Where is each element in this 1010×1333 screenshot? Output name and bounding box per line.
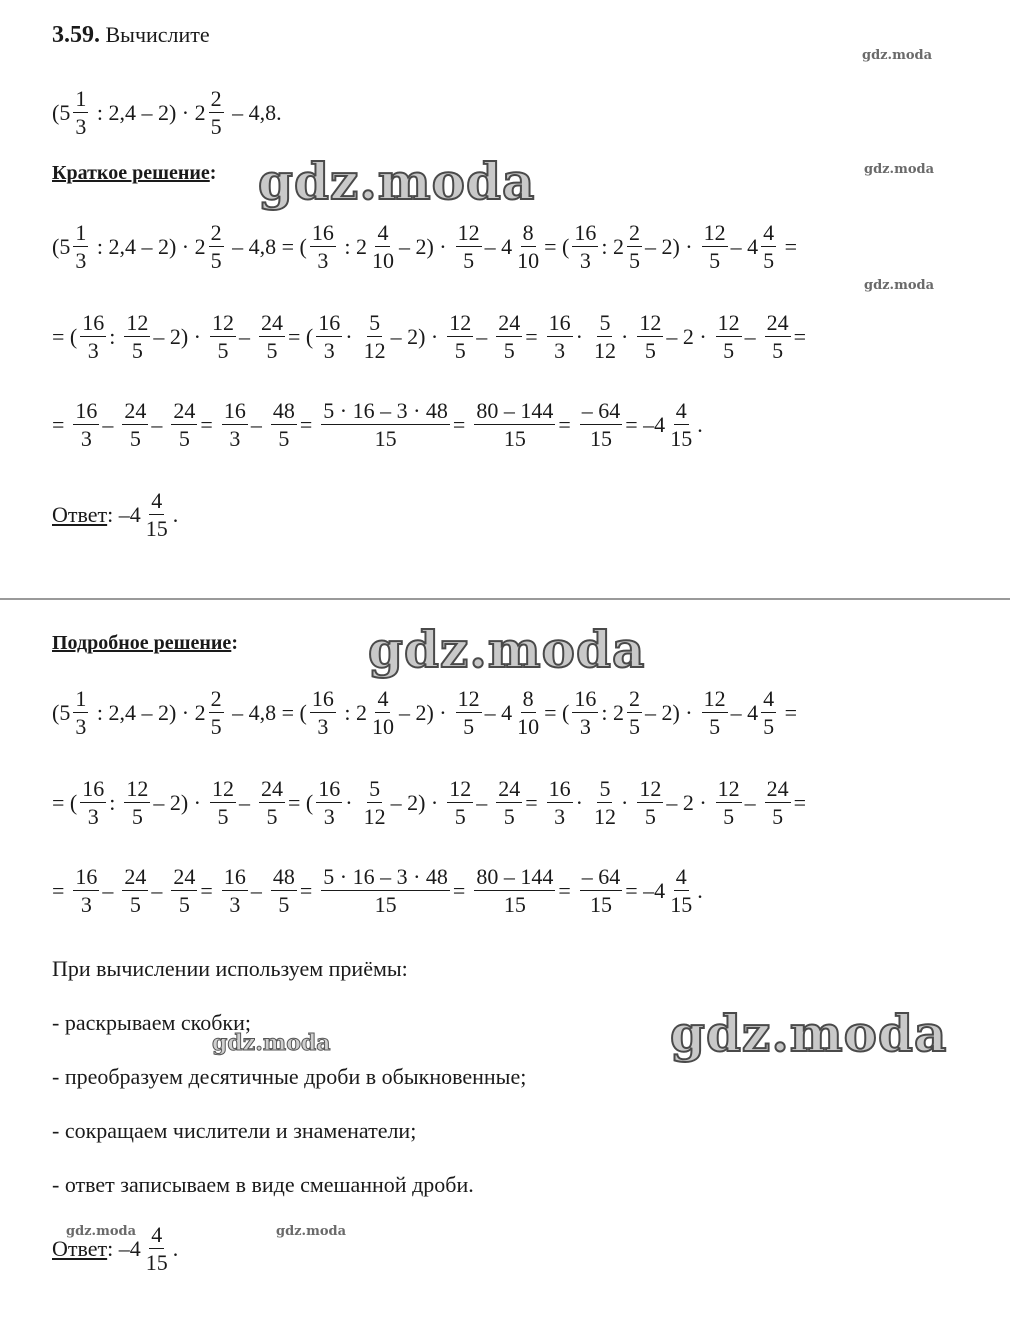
watermark: gdz.moda (258, 152, 536, 211)
detailed-solution-heading: Подробное решение: (52, 632, 238, 654)
short-step-3: = $\frac{16}{3}$ – $\frac{24}{5}$ – $\frac{24}{5}$ = $\frac{16}{3}$ – $\frac{48}{5}$ = $\frac{5 \cdot 16 - 3 \cdot 48}{15}$ = $\frac{80 - 144}{15}$ = $\frac{- 64}{15}$ = –4 $\frac{4}{15}$ . (52, 398, 703, 452)
method-item: - раскрываем скобки; (52, 1010, 251, 1035)
watermark: gdz.moda (368, 620, 646, 679)
watermark: gdz.moda (864, 278, 935, 293)
method-item: - сокращаем числители и знаменатели; (52, 1118, 417, 1143)
short-answer: Ответ : –4 $\frac{4}{15}$ . (52, 488, 179, 542)
methods-intro: При вычислении используем приёмы: (52, 956, 408, 981)
problem-number: 3.59. (52, 22, 100, 48)
short-step-2: = ( $\frac{16}{3}$ : $\frac{12}{5}$ – 2) · $\frac{12}{5}$ – $\frac{24}{5}$ = ( $\frac{16}{3}$ · $\frac{5}{12}$ – 2) · $\frac{12}{5}$ – $\frac{24}{5}$ = $\frac{16}{3}$ · $\frac{5}{12}$ · $\frac{12}{5}$ – 2 · $\frac{12}{5}$ – $\frac{24}{5}$ = (52, 310, 807, 364)
method-item: - преобразуем десятичные дроби в обыкновенные; (52, 1064, 527, 1089)
watermark: gdz.moda (276, 1224, 347, 1239)
watermark: gdz.moda (670, 1004, 948, 1063)
watermark: gdz.moda (864, 162, 935, 177)
section-divider (0, 598, 1010, 600)
detailed-step-1: (5 $\frac{1}{3}$ : 2,4 – 2) · 2 $\frac{2}{5}$ – 4,8 = ( $\frac{16}{3}$ : 2 $\frac{4}{10}$ – 2) · $\frac{12}{5}$ – 4 $\frac{8}{10}$ = ( $\frac{16}{3}$ : 2 $\frac{2}{5}$ – 2) · $\frac{12}{5}$ – 4 $\frac{4}{5}$ = (52, 686, 798, 740)
watermark: gdz.moda (212, 1030, 331, 1056)
task-expression: (5 $\frac{1}{3}$ : 2,4 – 2) · 2 $\frac{2}{5}$ – 4,8. (52, 86, 282, 140)
watermark: gdz.moda (862, 48, 933, 63)
detailed-answer: Ответ : –4 $\frac{4}{15}$ . (52, 1222, 179, 1276)
short-step-1: (5 $\frac{1}{3}$ : 2,4 – 2) · 2 $\frac{2}{5}$ – 4,8 = ( $\frac{16}{3}$ : 2 $\frac{4}{10}$ – 2) · $\frac{12}{5}$ – 4 $\frac{8}{10}$ = ( $\frac{16}{3}$ : 2 $\frac{2}{5}$ – 2) · $\frac{12}{5}$ – 4 $\frac{4}{5}$ = (52, 220, 798, 274)
method-item: - ответ записываем в виде смешанной дроби. (52, 1172, 474, 1197)
watermark: gdz.moda (66, 1224, 137, 1239)
detailed-step-3: = $\frac{16}{3}$ – $\frac{24}{5}$ – $\frac{24}{5}$ = $\frac{16}{3}$ – $\frac{48}{5}$ = $\frac{5 \cdot 16 - 3 \cdot 48}{15}$ = $\frac{80 - 144}{15}$ = $\frac{- 64}{15}$ = –4 $\frac{4}{15}$ . (52, 864, 703, 918)
detailed-step-2: = ( $\frac{16}{3}$ : $\frac{12}{5}$ – 2) · $\frac{12}{5}$ – $\frac{24}{5}$ = ( $\frac{16}{3}$ · $\frac{5}{12}$ – 2) · $\frac{12}{5}$ – $\frac{24}{5}$ = $\frac{16}{3}$ · $\frac{5}{12}$ · $\frac{12}{5}$ – 2 · $\frac{12}{5}$ – $\frac{24}{5}$ = (52, 776, 807, 830)
problem-task: Вычислите (105, 22, 210, 47)
problem-header (52, 22, 210, 49)
short-solution-heading: Краткое решение: (52, 162, 217, 184)
